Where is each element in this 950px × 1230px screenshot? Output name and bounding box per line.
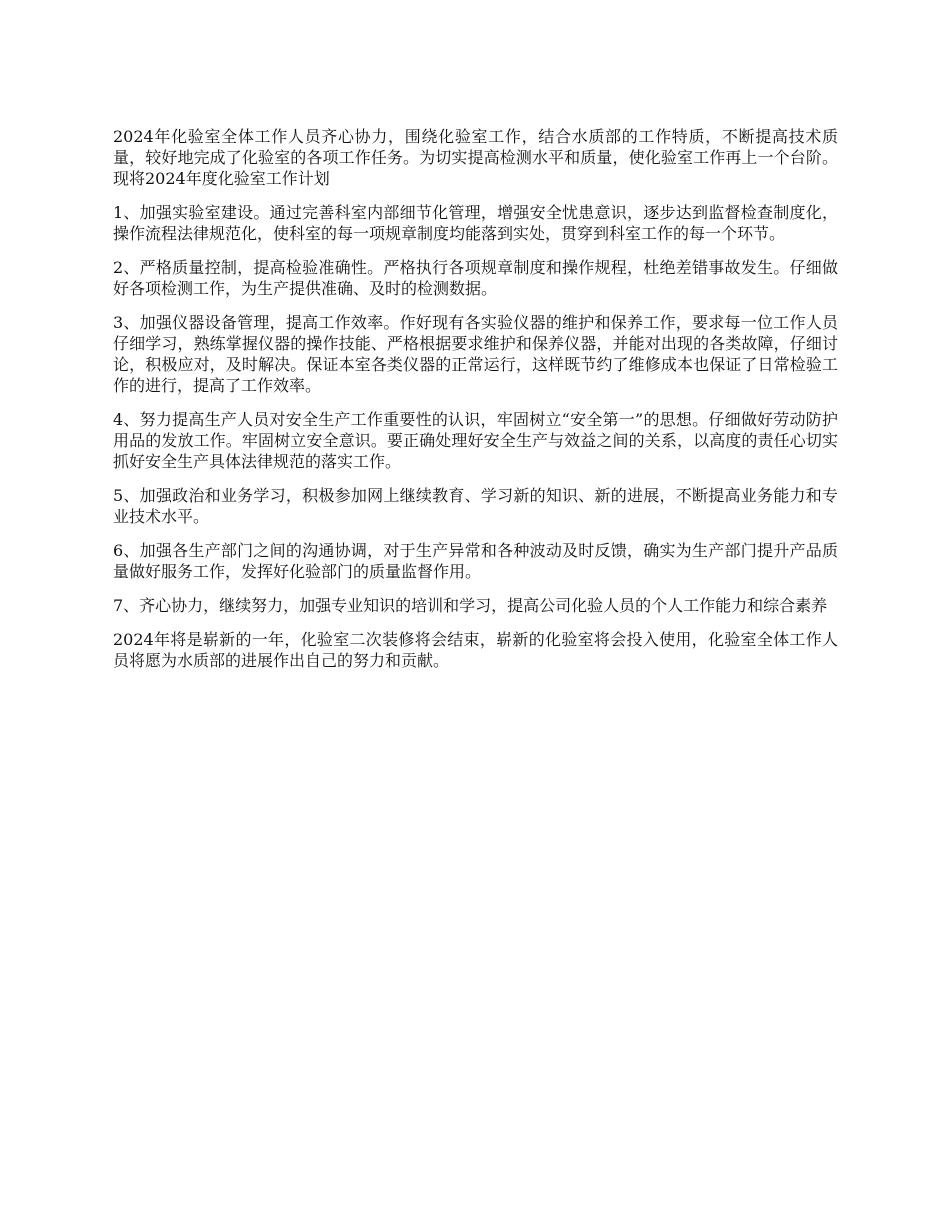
plan-item-2: 2、严格质量控制，提高检验准确性。严格执行各项规章制度和操作规程，杜绝差错事故发生。仔细做好各项检测工作，为生产提供准确、及时的检测数据。 [113, 258, 838, 298]
plan-item-3: 3、加强仪器设备管理，提高工作效率。作好现有各实验仪器的维护和保养工作，要求每一位工作人员仔细学习，熟练掌握仪器的操作技能、严格根据要求维护和保养仪器，并能对出现的各类故障，仔细讨论，积极应对，及时解决。保证本室各类仪器的正常运行，这样既节约了维修成本也保证了日常检验工作的进行，提高了工作效率。 [113, 313, 838, 395]
closing-paragraph: 2024年将是崭新的一年，化验室二次装修将会结束，崭新的化验室将会投入使用，化验室全体工作人员将愿为水质部的进展作出自己的努力和贡献。 [113, 630, 838, 670]
plan-item-1: 1、加强实验室建设。通过完善科室内部细节化管理，增强安全忧患意识，逐步达到监督检查制度化，操作流程法律规范化，使科室的每一项规章制度均能落到实处，贯穿到科室工作的每一个环节。 [113, 203, 838, 243]
intro-paragraph: 2024年化验室全体工作人员齐心协力，围绕化验室工作，结合水质部的工作特质，不断提高技术质量，较好地完成了化验室的各项工作任务。为切实提高检测水平和质量，使化验室工作再上一个台阶。现将2024年度化验室工作计划 [113, 127, 838, 188]
plan-item-6: 6、加强各生产部门之间的沟通协调，对于生产异常和各种波动及时反馈，确实为生产部门提升产品质量做好服务工作，发挥好化验部门的质量监督作用。 [113, 541, 838, 581]
plan-item-5: 5、加强政治和业务学习，积极参加网上继续教育、学习新的知识、新的进展，不断提高业务能力和专业技术水平。 [113, 486, 838, 526]
document-body [113, 126, 838, 684]
plan-item-7: 7、齐心协力，继续努力，加强专业知识的培训和学习，提高公司化验人员的个人工作能力和综合素养 [113, 596, 828, 615]
plan-item-4: 4、努力提高生产人员对安全生产工作重要性的认识，牢固树立“安全第一”的思想。仔细做好劳动防护用品的发放工作。牢固树立安全意识。要正确处理好安全生产与效益之间的关系，以高度的责任心切实抓好安全生产具体法律规范的落实工作。 [113, 410, 838, 471]
